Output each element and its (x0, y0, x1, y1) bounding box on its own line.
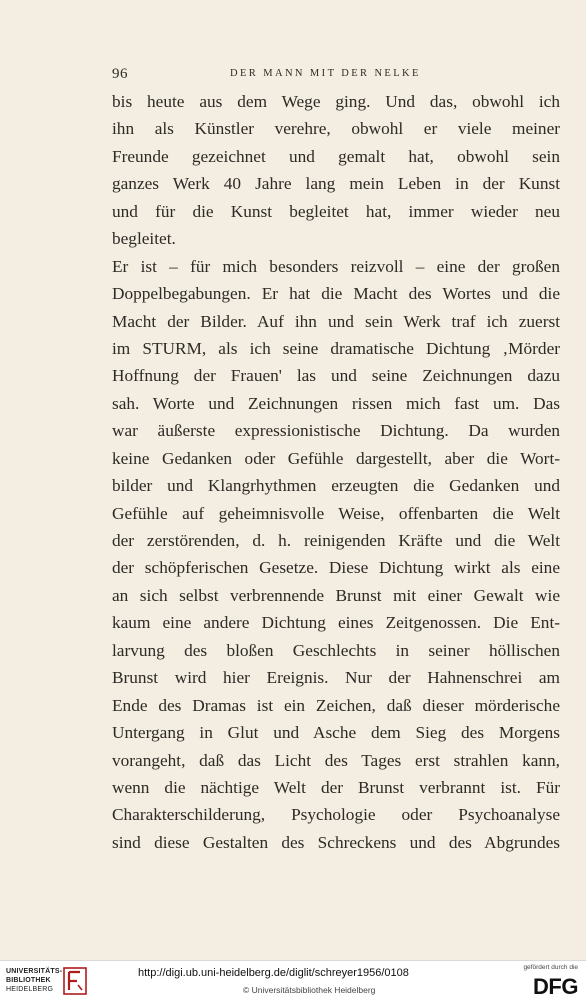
text-line: begleitet. (112, 229, 176, 249)
text-line: der schöpferischen Gesetze. Diese Dichtung wirkt als eine (112, 558, 560, 578)
text-line: Ende des Dramas ist ein Zeichen, daß dieser mörderische (112, 695, 560, 715)
text-line: bilder und Klangrhythmen erzeugten die Gedanken und (112, 476, 560, 496)
text-line: larvung des bloßen Geschlechts in seiner höllischen (112, 640, 560, 660)
text-line: bis heute aus dem Wege ging. Und das, obwohl ich (112, 92, 560, 111)
permalink-link[interactable]: http://digi.ub.uni-heidelberg.de/diglit/schreyer1956/0108 (138, 967, 409, 979)
text-line: an sich selbst verbrennende Brunst mit einer Gewalt wie (112, 585, 560, 605)
text-line: sind diese Gestalten des Schreckens und des Abgrundes (112, 832, 560, 852)
library-name (6, 967, 62, 994)
text-line: der zerstörenden, d. h. reinigenden Kräfte und die Welt (112, 531, 560, 550)
funder-badge[interactable] (508, 964, 578, 998)
text-line: war äußerste expressionistische Dichtung. Da wurden (112, 421, 560, 441)
library-emblem-icon (63, 967, 87, 995)
text-line: vorangeht, daß das Licht des Tages erst strahlen kann, (112, 750, 560, 770)
text-line: keine Gedanken oder Gefühle dargestellt, aber die Wort- (112, 448, 560, 468)
running-title: DER MANN MIT DER NELKE (230, 68, 421, 79)
text-line: Freunde gezeichnet und gemalt hat, obwohl sein (112, 146, 560, 166)
viewer-footer (0, 960, 586, 1000)
library-name-line: UNIVERSITÄTS- (6, 968, 63, 975)
library-name-line: BIBLIOTHEK (6, 977, 51, 984)
copyright-notice: © Universitätsbibliothek Heidelberg (243, 985, 376, 995)
text-line: kaum eine andere Dichtung eines Zeitgenossen. Die Ent- (112, 613, 560, 633)
text-line: wenn die nächtige Welt der Brunst verbrannt ist. Für (112, 777, 560, 797)
text-line: Er ist – für mich besonders reizvoll – eine der großen (112, 256, 560, 276)
body-text (112, 88, 560, 856)
dfg-logo: DFG (533, 974, 578, 999)
text-line: sah. Worte und Zeichnungen rissen mich fast um. Das (112, 393, 560, 413)
text-line: im STURM, als ich seine dramatische Dichtung ‚Mörder (112, 338, 560, 358)
text-line: Macht der Bilder. Auf ihn und sein Werk traf ich zuerst (112, 311, 560, 331)
text-line: Doppelbegabungen. Er hat die Macht des Wortes und die (112, 284, 560, 304)
text-line: Brunst wird hier Ereignis. Nur der Hahnenschrei am (112, 668, 560, 688)
text-line: ganzes Werk 40 Jahre lang mein Leben in der Kunst (112, 174, 560, 194)
text-line: und für die Kunst begleitet hat, immer wieder neu (112, 201, 560, 221)
text-line: Charakterschilderung, Psychologie oder Psychoanalyse (112, 805, 560, 825)
text-line: Hoffnung der Frauen' las und seine Zeichnungen dazu (112, 366, 560, 386)
page-number: 96 (112, 66, 128, 82)
text-line: Gefühle auf geheimnisvolle Weise, offenbarten die Welt (112, 503, 560, 523)
page-header (112, 66, 560, 86)
funding-caption: gefördert durch die (523, 964, 578, 971)
library-logo[interactable] (6, 967, 116, 995)
text-line: Untergang in Glut und Asche dem Sieg des Morgens (112, 723, 560, 743)
text-line: ihn als Künstler verehre, obwohl er viele meiner (112, 119, 560, 139)
library-name-line: HEIDELBERG (6, 986, 54, 993)
